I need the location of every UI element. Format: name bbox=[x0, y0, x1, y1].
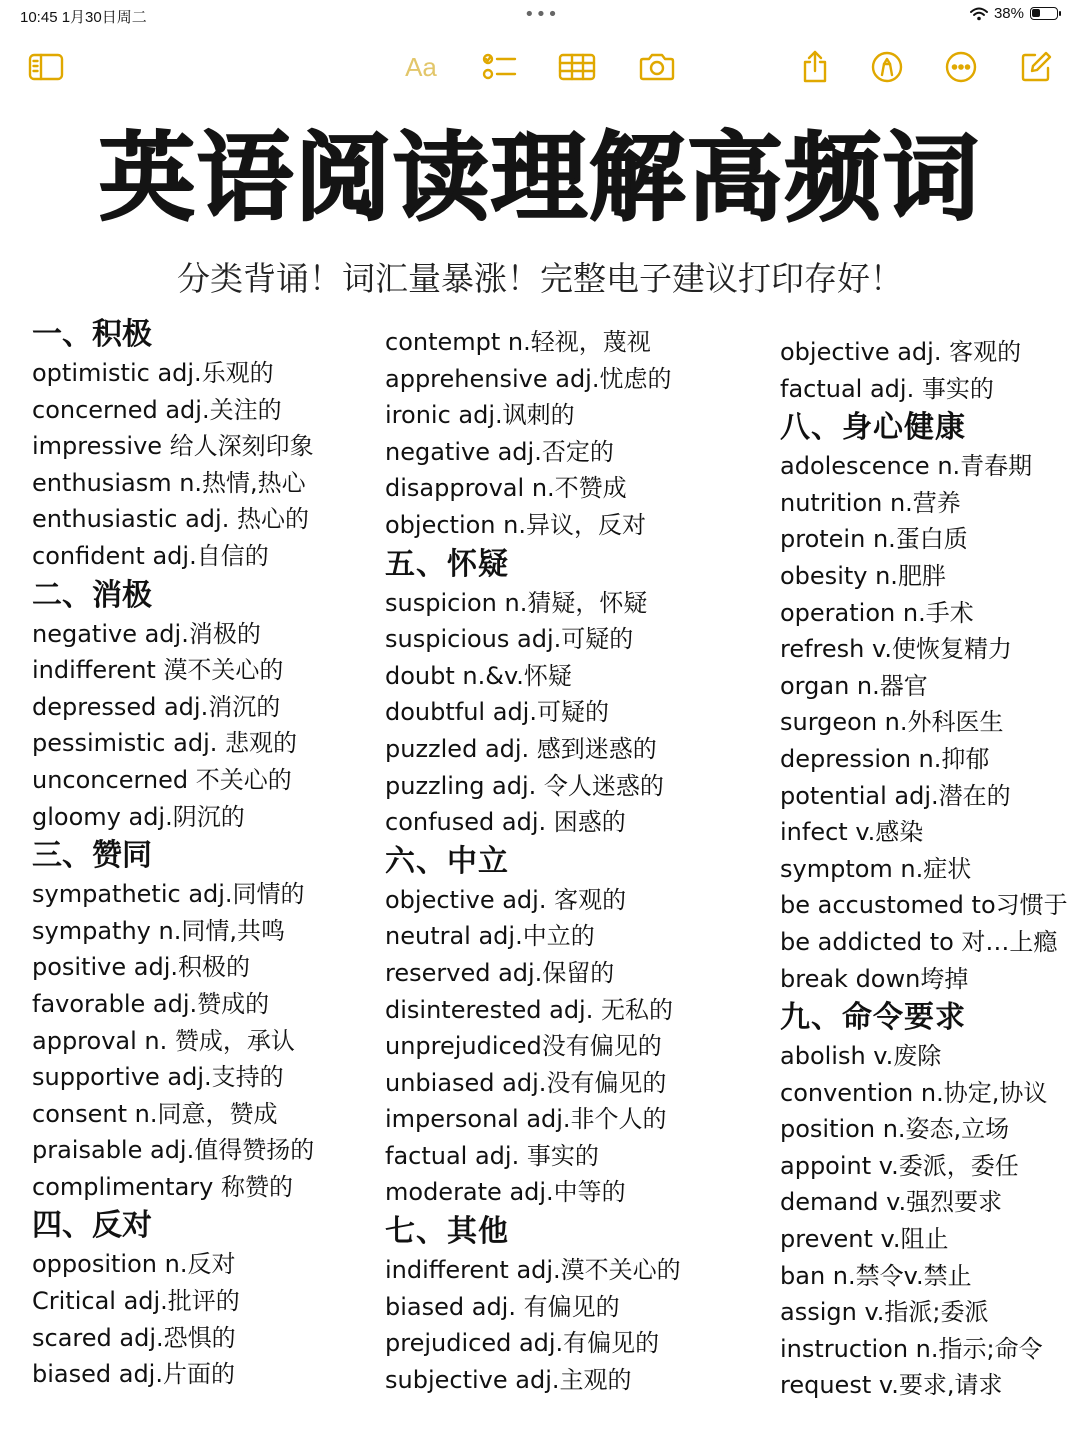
vocab-item[interactable]: pessimistic adj. 悲观的 bbox=[32, 729, 297, 758]
vocab-item[interactable]: subjective adj.主观的 bbox=[385, 1365, 632, 1394]
vocab-item[interactable]: assign v.指派;委派 bbox=[780, 1298, 989, 1327]
more-button[interactable] bbox=[942, 48, 980, 86]
vocab-item[interactable]: organ n.器官 bbox=[780, 671, 928, 700]
table-button[interactable] bbox=[558, 48, 596, 86]
vocab-item[interactable]: objective adj. 客观的 bbox=[385, 885, 627, 914]
format-text-button[interactable]: Aa bbox=[405, 51, 437, 82]
vocab-item[interactable]: positive adj.积极的 bbox=[32, 953, 251, 982]
vocab-item[interactable]: nutrition n.营养 bbox=[780, 488, 961, 517]
vocab-item[interactable]: scared adj.恐惧的 bbox=[32, 1323, 236, 1352]
vocab-item[interactable]: be accustomed to习惯于 bbox=[780, 891, 1068, 920]
section-heading[interactable]: 一、积极 bbox=[32, 317, 152, 352]
battery-percent: 38% bbox=[993, 5, 1024, 22]
markup-icon bbox=[870, 50, 904, 84]
vocab-item[interactable]: biased adj.片面的 bbox=[32, 1360, 235, 1389]
camera-button[interactable] bbox=[638, 48, 676, 86]
vocab-item[interactable]: unconcerned 不关心的 bbox=[32, 765, 292, 794]
share-icon bbox=[800, 50, 830, 84]
vocab-item[interactable]: concerned adj.关注的 bbox=[32, 395, 282, 424]
vocab-item[interactable]: apprehensive adj.忧虑的 bbox=[385, 364, 672, 393]
vocab-item[interactable]: contempt n.轻视，蔑视 bbox=[385, 328, 651, 356]
wifi-icon bbox=[970, 7, 988, 21]
vocab-item[interactable]: approval n. 赞成，承认 bbox=[32, 1026, 295, 1055]
vocab-item[interactable]: Critical adj.批评的 bbox=[32, 1287, 240, 1316]
vocab-item[interactable]: impersonal adj.非个人的 bbox=[385, 1105, 667, 1134]
section-heading[interactable]: 九、命令要求 bbox=[780, 1000, 966, 1036]
vocab-item[interactable]: break down垮掉 bbox=[780, 964, 969, 993]
vocab-item[interactable]: biased adj. 有偏见的 bbox=[385, 1292, 620, 1321]
vocab-item[interactable]: appoint v.委派，委任 bbox=[780, 1151, 1019, 1180]
section-heading[interactable]: 五、怀疑 bbox=[385, 546, 509, 582]
vocab-item[interactable]: reserved adj.保留的 bbox=[385, 958, 615, 987]
markup-button[interactable] bbox=[868, 48, 906, 86]
status-time: 10:45 1月30日周二 bbox=[20, 9, 147, 26]
word-column-2 bbox=[385, 324, 745, 1398]
checklist-icon bbox=[481, 51, 517, 83]
vocab-item[interactable]: puzzled adj. 感到迷惑的 bbox=[385, 734, 657, 763]
battery-icon bbox=[1030, 7, 1058, 20]
battery-level bbox=[1032, 9, 1040, 17]
vocab-item[interactable]: obesity n.肥胖 bbox=[780, 561, 946, 590]
vocab-item[interactable]: objective adj. 客观的 bbox=[780, 338, 1022, 366]
vocab-item[interactable]: surgeon n.外科医生 bbox=[780, 708, 1004, 737]
status-bar bbox=[0, 0, 1080, 34]
section-heading[interactable]: 二、消极 bbox=[32, 577, 152, 613]
status-indicators bbox=[970, 5, 1058, 22]
section-heading[interactable]: 八、身心健康 bbox=[780, 410, 966, 446]
vocab-item[interactable]: infect v.感染 bbox=[780, 818, 924, 847]
section-heading[interactable]: 七、其他 bbox=[385, 1214, 509, 1250]
compose-icon bbox=[1019, 50, 1053, 84]
vocab-item[interactable]: adolescence n.青春期 bbox=[780, 452, 1033, 481]
vocab-item[interactable]: sympathetic adj.同情的 bbox=[32, 880, 305, 909]
vocab-item[interactable]: neutral adj.中立的 bbox=[385, 922, 595, 951]
vocab-item[interactable]: negative adj.否定的 bbox=[385, 437, 614, 466]
table-icon bbox=[558, 52, 596, 82]
section-heading[interactable]: 三、赞同 bbox=[32, 838, 152, 874]
vocab-item[interactable]: request v.要求,请求 bbox=[780, 1371, 1003, 1400]
vocab-item[interactable]: prevent v.阻止 bbox=[780, 1225, 949, 1254]
vocab-item[interactable]: demand v.强烈要求 bbox=[780, 1188, 1003, 1217]
vocab-item[interactable]: potential adj.潜在的 bbox=[780, 781, 1011, 810]
vocab-item[interactable]: consent n.同意，赞成 bbox=[32, 1099, 278, 1128]
vocab-item[interactable]: position n.姿态,立场 bbox=[780, 1115, 1010, 1144]
section-heading[interactable]: 六、中立 bbox=[385, 843, 509, 879]
vocab-item[interactable]: convention n.协定,协议 bbox=[780, 1078, 1048, 1107]
vocab-item[interactable]: depression n.抑郁 bbox=[780, 744, 990, 773]
section-heading[interactable]: 四、反对 bbox=[32, 1208, 152, 1244]
multitasking-dots[interactable]: ••• bbox=[524, 4, 559, 25]
vocab-item[interactable]: factual adj. 事实的 bbox=[780, 374, 994, 403]
vocab-item[interactable]: doubtful adj.可疑的 bbox=[385, 698, 609, 727]
notes-toolbar bbox=[0, 40, 1080, 92]
vocab-item[interactable]: negative adj.消极的 bbox=[32, 619, 261, 648]
vocab-item[interactable]: ban n.禁令v.禁止 bbox=[780, 1261, 972, 1290]
vocab-item[interactable]: protein n.蛋白质 bbox=[780, 525, 968, 554]
vocab-item[interactable]: operation n.手术 bbox=[780, 598, 974, 627]
vocab-item[interactable]: suspicious adj.可疑的 bbox=[385, 625, 634, 654]
vocab-item[interactable]: be addicted to 对…上瘾 bbox=[780, 927, 1058, 956]
vocab-item[interactable]: indifferent adj.漠不关心的 bbox=[385, 1256, 681, 1285]
vocab-item[interactable]: enthusiastic adj. 热心的 bbox=[32, 505, 309, 534]
vocab-item[interactable]: confused adj. 困惑的 bbox=[385, 808, 626, 837]
vocab-item[interactable]: objection n.异议，反对 bbox=[385, 510, 646, 539]
note-title[interactable]: 英语阅读理解高频词 bbox=[99, 122, 981, 234]
vocab-item[interactable]: doubt n.&v.怀疑 bbox=[385, 661, 572, 690]
vocab-item[interactable]: confident adj.自信的 bbox=[32, 541, 269, 570]
sidebar-toggle-button[interactable] bbox=[27, 48, 65, 86]
vocab-item[interactable]: supportive adj.支持的 bbox=[32, 1063, 284, 1092]
vocab-item[interactable]: indifferent 漠不关心的 bbox=[32, 656, 284, 685]
share-button[interactable] bbox=[796, 48, 834, 86]
vocab-item[interactable]: unbiased adj.没有偏见的 bbox=[385, 1068, 667, 1097]
word-column-1 bbox=[32, 314, 392, 1393]
vocab-item[interactable]: suspicion n.猜疑，怀疑 bbox=[385, 588, 648, 617]
vocab-item[interactable]: depressed adj.消沉的 bbox=[32, 692, 281, 721]
vocab-item[interactable]: factual adj. 事实的 bbox=[385, 1141, 599, 1170]
camera-icon bbox=[638, 52, 676, 82]
vocab-item[interactable]: impressive 给人深刻印象 bbox=[32, 432, 314, 461]
more-icon bbox=[944, 50, 978, 84]
vocab-item[interactable]: praisable adj.值得赞扬的 bbox=[32, 1136, 315, 1165]
vocab-item[interactable]: puzzling adj. 令人迷惑的 bbox=[385, 771, 664, 800]
vocab-item[interactable]: moderate adj.中等的 bbox=[385, 1178, 626, 1207]
vocab-item[interactable]: refresh v.使恢复精力 bbox=[780, 635, 1012, 664]
vocab-item[interactable]: unprejudiced没有偏见的 bbox=[385, 1032, 662, 1061]
vocab-item[interactable]: sympathy n.同情,共鸣 bbox=[32, 916, 285, 945]
vocab-item[interactable]: opposition n.反对 bbox=[32, 1250, 236, 1279]
vocab-item[interactable]: enthusiasm n.热情,热心 bbox=[32, 468, 306, 497]
vocab-item[interactable]: gloomy adj.阴沉的 bbox=[32, 802, 245, 831]
word-column-3 bbox=[780, 334, 1080, 1404]
compose-button[interactable] bbox=[1017, 48, 1055, 86]
vocab-item[interactable]: ironic adj.讽刺的 bbox=[385, 401, 575, 430]
vocab-item[interactable]: abolish v.废除 bbox=[780, 1042, 942, 1071]
vocab-item[interactable]: complimentary 称赞的 bbox=[32, 1172, 293, 1201]
vocab-item[interactable]: symptom n.症状 bbox=[780, 854, 972, 883]
vocab-item[interactable]: disapproval n.不赞成 bbox=[385, 474, 627, 503]
note-subtitle[interactable]: 分类背诵！词汇量暴涨！完整电子建议打印存好！ bbox=[177, 259, 903, 298]
checklist-button[interactable] bbox=[480, 48, 518, 86]
vocab-item[interactable]: disinterested adj. 无私的 bbox=[385, 995, 673, 1024]
vocab-item[interactable]: instruction n.指示;命令 bbox=[780, 1334, 1043, 1363]
vocab-item[interactable]: prejudiced adj.有偏见的 bbox=[385, 1329, 660, 1358]
sidebar-icon bbox=[28, 52, 64, 82]
vocab-item[interactable]: optimistic adj.乐观的 bbox=[32, 359, 274, 387]
vocab-item[interactable]: favorable adj.赞成的 bbox=[32, 989, 270, 1018]
